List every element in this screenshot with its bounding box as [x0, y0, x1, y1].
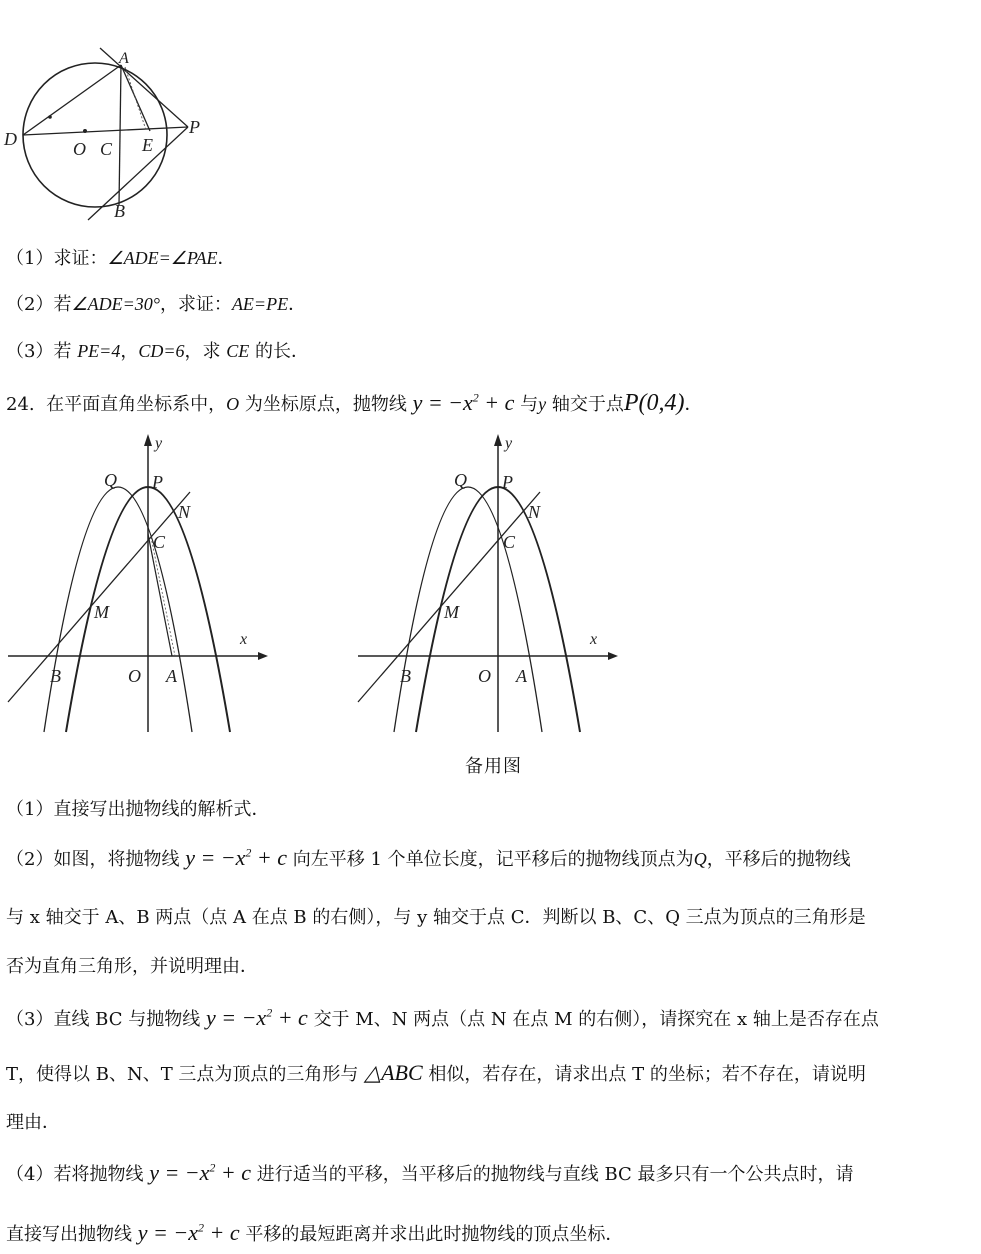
part-text: 否为直角三角形，并说明理由: [6, 956, 240, 977]
segment-ae2: [125, 67, 146, 130]
label-b: B: [50, 666, 61, 686]
angle-equation: ∠ADE=∠PAE: [107, 248, 218, 268]
pe-value: PE=4: [77, 341, 121, 361]
y-symbol: y: [538, 394, 547, 414]
part-text: 直线 BC 与抛物线: [53, 1009, 201, 1030]
ce-segment: CE: [226, 341, 250, 361]
stem-text: 轴交于点: [551, 394, 624, 415]
label-a: A: [119, 50, 129, 67]
dot-da: [48, 115, 52, 119]
q24-part2-line2: [6, 903, 866, 929]
part-number: （2）: [6, 849, 54, 870]
chord-ab: [119, 65, 121, 205]
q24-part1: （1）直接写出抛物线的解析式．: [6, 799, 270, 820]
label-y: y: [155, 435, 163, 452]
part-text: ，平移后的抛物线: [706, 849, 851, 870]
part-text: ，求: [184, 341, 227, 362]
part-text: 相似，若存在，请求出点 T 的坐标；若不存在，请说明: [428, 1064, 866, 1085]
part-text: 直接写出抛物线: [6, 1224, 132, 1245]
angle-condition: ∠ADE=30°: [71, 294, 160, 314]
parabola-formula: $y = -x^2 + c$: [412, 390, 515, 415]
center-dot: [83, 129, 87, 133]
label-d: D: [4, 129, 17, 149]
part-number: （3）: [6, 341, 54, 362]
question-number: 24.: [6, 394, 35, 415]
label-b: B: [114, 201, 125, 221]
segment-ca: [148, 534, 172, 656]
label-q: Q: [104, 470, 117, 490]
q24-stem: 24. 在平面直角坐标系中，O 为坐标原点，抛物线 $y = -x^2 + c$ 与y 轴交于点P(0,4)．: [6, 390, 703, 416]
part-text: 向左平移 1 个单位长度，记平移后的抛物线顶点为: [292, 849, 694, 870]
part-text: 进行适当的平移，当平移后的抛物线与直线 BC 最多只有一个公共点时，请: [256, 1164, 854, 1185]
q24-part2-line1: [6, 845, 851, 871]
parabola-formula: $y = -x^2 + c$: [185, 845, 288, 870]
part-number: （2）: [6, 294, 54, 315]
part-number: （1）: [6, 248, 54, 269]
graph-spare: [358, 434, 618, 732]
part-text: 若将抛物线: [53, 1164, 144, 1185]
q24-part3-line2: [6, 1060, 866, 1086]
parabola-figures: [0, 432, 620, 752]
line-bc: [358, 492, 540, 702]
line-da: [23, 65, 121, 135]
parabola-shifted: [394, 487, 542, 732]
stem-text: 与: [520, 394, 539, 415]
label-p: P: [189, 117, 200, 137]
label-c: C: [503, 532, 516, 552]
label-b: B: [400, 666, 411, 686]
part-text: 若: [53, 341, 78, 362]
label-m: M: [94, 602, 109, 622]
part-text: 直接写出抛物线的解析式: [53, 799, 252, 820]
label-x: x: [240, 631, 248, 648]
label-p: P: [152, 472, 163, 492]
y-arrow-icon: [494, 434, 502, 446]
q24-part4-line2: 直接写出抛物线 $y = -x^2 + c$ 平移的最短距离并求出此时抛物线的顶点坐标．: [6, 1220, 624, 1245]
part-text: 求证：: [53, 248, 108, 269]
vertex-q: Q: [693, 849, 707, 869]
part-number: （3）: [6, 1009, 54, 1030]
label-n: N: [528, 502, 541, 522]
label-o: O: [128, 666, 141, 686]
part-text: ，求证：: [159, 294, 232, 315]
graph-main: [8, 434, 268, 732]
q24-part3-line1: [6, 1005, 879, 1031]
segment-equation: AE=PE: [231, 294, 289, 314]
label-a: A: [166, 666, 177, 686]
y-arrow-icon: [144, 434, 152, 446]
part-text: 平移的最短距离并求出此时抛物线的顶点坐标: [245, 1224, 606, 1245]
spare-figure-caption: 备用图: [465, 756, 522, 777]
label-o: O: [73, 139, 86, 159]
triangle-abc: △ABC: [364, 1060, 423, 1085]
label-n: N: [178, 502, 191, 522]
separator: ，: [120, 341, 139, 362]
parabola-formula: $y = -x^2 + c$: [137, 1220, 240, 1245]
parabola-shifted: [44, 487, 192, 732]
x-arrow-icon: [258, 652, 268, 660]
part-text: 理由: [6, 1112, 42, 1133]
part-text: 若: [53, 294, 72, 315]
q23-part3: （3）若 PE=4，CD=6，求 CE 的长．: [6, 341, 309, 362]
q23-part1: （1）求证：∠ADE=∠PAE．: [6, 248, 236, 269]
label-a: A: [516, 666, 527, 686]
label-c: C: [153, 532, 166, 552]
segment-ca2: [151, 537, 175, 656]
part-text: T，使得以 B、N、T 三点为顶点的三角形与: [6, 1064, 359, 1085]
x-arrow-icon: [608, 652, 618, 660]
label-e: E: [142, 135, 153, 155]
part-number: （1）: [6, 799, 54, 820]
part-text: 交于 M、N 两点（点 N 在点 M 的右侧），请探究在 x 轴上是否存在点: [313, 1009, 879, 1030]
q24-part3-line3: 理由．: [6, 1112, 60, 1133]
label-m: M: [444, 602, 459, 622]
label-o: O: [478, 666, 491, 686]
circle-figure: [0, 45, 215, 225]
part-number: （4）: [6, 1164, 54, 1185]
part-text: 的长: [249, 341, 291, 362]
stem-text: 在平面直角坐标系中，: [46, 394, 227, 415]
label-y: y: [505, 435, 513, 452]
q24-part4-line1: [6, 1160, 854, 1186]
label-q: Q: [454, 470, 467, 490]
diameter-dp: [23, 127, 188, 135]
cd-value: CD=6: [138, 341, 185, 361]
q24-part2-line3: 否为直角三角形，并说明理由．: [6, 956, 258, 977]
origin-symbol: O: [226, 394, 240, 414]
q23-part2: （2）若∠ADE=30°，求证：AE=PE．: [6, 294, 307, 315]
parabola-formula: $y = -x^2 + c$: [149, 1160, 252, 1185]
point-p: P(0,4): [623, 390, 685, 416]
label-x: x: [590, 631, 598, 648]
tangent-pa: [100, 48, 188, 127]
label-p: P: [502, 472, 513, 492]
label-c: C: [100, 139, 113, 159]
part-text: 如图，将抛物线: [53, 849, 180, 870]
stem-text: 为坐标原点，抛物线: [244, 394, 407, 415]
parabola-formula: $y = -x^2 + c$: [205, 1005, 308, 1030]
part-text: 与 x 轴交于 A、B 两点（点 A 在点 B 的右侧），与 y 轴交于点 C．判断以 B、C、Q 三点为顶点的三角形是: [6, 907, 866, 928]
